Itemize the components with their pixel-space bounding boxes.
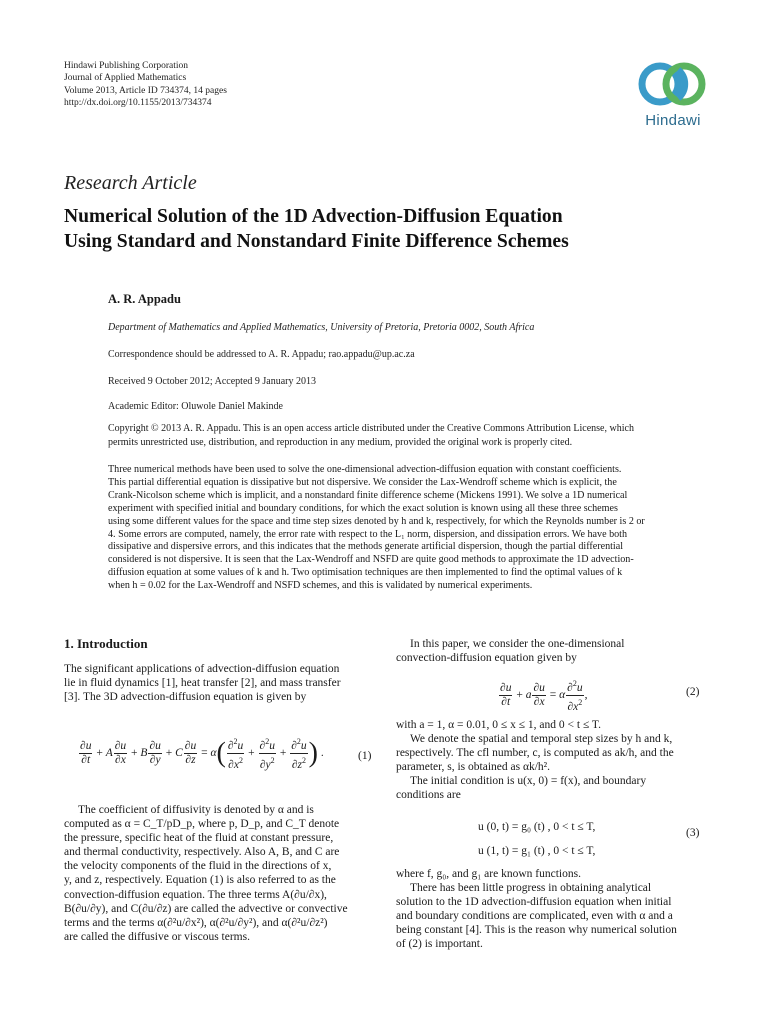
academic-editor: Academic Editor: Oluwole Daniel Makinde [108,401,283,412]
text-line: y, and z, respectively. Equation (1) is also referred to as the [64,874,336,887]
right-column-para3 [396,867,706,952]
abstract-line: diffusion equation at some values of k and h. Two optimisation techniques are then implemented to find the optimal values of k [108,567,623,579]
text-line: parameter, s, is obtained as αk/h². [396,761,550,774]
text-line: of (2) is important. [396,938,483,951]
text-line: and boundary conditions are complicated, even with α and a [396,910,673,923]
text-line: [3]. The 3D advection-diffusion equation is given by [64,691,307,704]
text-line: B(∂u/∂y), and C(∂u/∂z) are called the advective or convective [64,902,348,915]
equation-2: $\frac{\partial u}{\partial t}$ + a $\frac{\partial u}{\partial x}$ = α $\frac{\partial^2u}{\partial x^2}$ , [500,679,588,713]
text-line: where f, g₀, and g₁ are known functions. [396,868,581,880]
abstract-line: using some different values for the space and time step sizes denoted by h and k, respectively, for which the Reynolds number is 2 or [108,515,645,527]
text-line: the pressure, specific heat of the fluid at constant pressure, [64,832,334,845]
correspondence: Correspondence should be addressed to A. R. Appadu; rao.appadu@up.ac.za [108,349,415,360]
abstract-line: Crank-Nicolson scheme which is implicit, and a nonstandard finite difference scheme (Mickens 1991). We solve a 1D numerical [108,489,628,501]
text-line: are called the diffusive or viscous terms. [64,930,250,943]
text-line: The significant applications of advection-diffusion equation [64,663,340,675]
text-line: convection-diffusion equation given by [396,652,577,665]
article-type: Research Article [64,172,197,194]
abstract-line: 4. Some errors are computed, namely, the error rate with respect to the L₁ norm, dispersion, and dissipation errors. We have both [108,528,628,540]
text-line: and thermal conductivity, respectively. Also A, B, and C are [64,846,340,859]
text-line: the velocity components of the fluid in the directions of x, [64,860,332,873]
equation-1-number: (1) [358,750,372,762]
equation-1: $\frac{\partial u}{\partial t}$ + A $\frac{\partial u}{\partial x}$ + B $\frac{\partial u}{\partial y}$ + C $\frac{\partial u}{\partial z}$ = α( $\frac{\partial^2u}{\partial x^2}$ + $\frac{\partial^2u}{\partial y^2}$ + $\frac{\partial^2u}{\partial z^2}$ ) . [80,737,324,771]
title-line: Using Standard and Nonstandard Finite Difference Schemes [64,231,569,252]
abstract-line: experiment with specified initial and boundary conditions, for which the exact solution is known using all these three schemes [108,502,618,514]
publisher-line: Journal of Applied Mathematics [64,73,187,84]
text-line: In this paper, we consider the one-dimensional [410,638,625,650]
copyright-notice [108,422,706,449]
equation-3-line: u (1, t) = g₁ (t) , 0 < t ≤ T, [478,845,596,857]
text-line: lie in fluid dynamics [1], heat transfer [2], and mass transfer [64,677,341,690]
abstract-line: This partial differential equation is dissipative but not dispersive. We consider the Lax-Wendroff scheme which is explicit, the [108,476,617,488]
right-column-para1 [396,637,706,665]
copyright-line: permits unrestricted use, distribution, and reproduction in any medium, provided the original work is properly cited. [108,436,573,448]
copyright-line: Copyright © 2013 A. R. Appadu. This is an open access article distributed under the Creative Commons Attribution License, which [108,423,634,434]
left-column-para1 [64,662,376,704]
section-heading: 1. Introduction [64,636,148,651]
text-line: solution to the 1D advection-diffusion equation when initial [396,896,672,909]
text-line: The coefficient of diffusivity is denoted by α and is [78,804,314,816]
text-line: terms and the terms α(∂²u/∂x²), α(∂²u/∂y²), and α(∂²u/∂z²) [64,916,328,929]
received-accepted-dates: Received 9 October 2012; Accepted 9 January 2013 [108,376,316,387]
hindawi-logo-text: Hindawi [645,112,701,129]
text-line: being constant [4]. This is the reason why numerical solution [396,924,677,937]
left-column-para2 [64,803,376,944]
equation-3 [478,815,595,863]
publisher-line: Hindawi Publishing Corporation [64,61,189,71]
doi-link[interactable]: http://dx.doi.org/10.1155/2013/734374 [64,98,212,109]
text-line: The initial condition is u(x, 0) = f(x), and boundary [410,775,647,788]
equation-3-number: (3) [686,827,700,839]
abstract [108,464,706,593]
author: A. R. Appadu [108,292,181,306]
publisher-line: Volume 2013, Article ID 734374, 14 pages [64,85,227,96]
text-line: There has been little progress in obtaining analytical [410,882,652,895]
equation-3-line: u (0, t) = g₀ (t) , 0 < t ≤ T, [478,821,596,833]
text-line: computed as α = C_T/pD_p, where p, D_p, and C_T denote [64,818,340,831]
text-line: conditions are [396,789,461,802]
text-line: with a = 1, α = 0.01, 0 ≤ x ≤ 1, and 0 < t ≤ T. [396,719,601,731]
equation-2-number: (2) [686,686,700,698]
text-line: convection-diffusion equation. The three terms A(∂u/∂x), [64,888,327,901]
title-line: Numerical Solution of the 1D Advection-Diffusion Equation [64,206,563,227]
abstract-line: dissipative and dispersive errors, and this indicates that the methods generate artificial dispersion, though the partial differential [108,541,624,553]
text-line: We denote the spatial and temporal step sizes by h and k, [410,733,673,745]
affiliation: Department of Mathematics and Applied Mathematics, University of Pretoria, Pretoria 0002, South Africa [108,322,535,333]
publisher-info [64,60,227,110]
right-column-after-eq2 [396,718,706,732]
abstract-line: considered is not dispersive. It is seen that the Lax-Wendroff and NSFD are quite good methods to approximate the 1D advection- [108,554,634,566]
right-column-para2 [396,732,706,802]
abstract-line: Three numerical methods have been used to solve the one-dimensional advection-diffusion equation with constant coefficients. [108,464,622,475]
abstract-line: when h = 0.02 for the Lax-Wendroff and NSFD schemes, and this is validated by numerical experiments. [108,580,533,592]
paper-title [64,204,724,254]
text-line: respectively. The cfl number, c, is computed as ak/h, and the [396,747,674,760]
